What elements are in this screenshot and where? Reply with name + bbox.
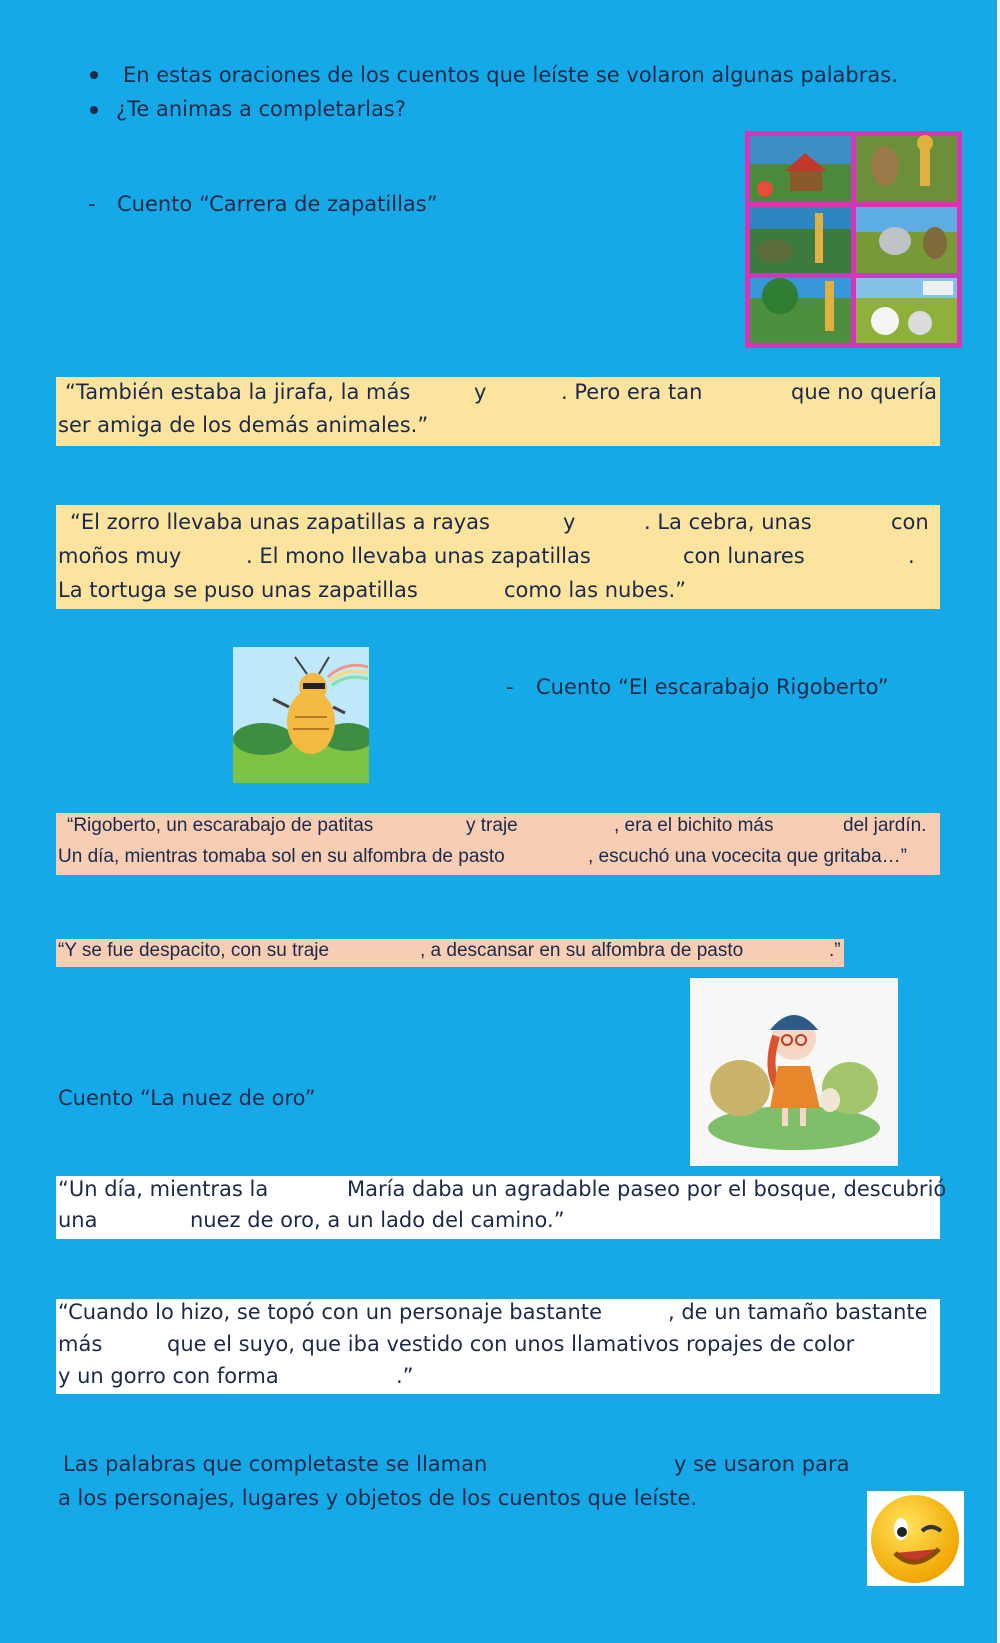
sentence-text: “Rigoberto, un escarabajo de patitas bbox=[67, 815, 374, 836]
sentence-text: .” bbox=[829, 940, 841, 961]
collage-icon bbox=[745, 131, 962, 348]
sentence-text: , escuchó una vocecita que gritaba…” bbox=[588, 846, 907, 867]
sentence-text: una bbox=[58, 1208, 98, 1232]
sentence-text: , a descansar en su alfombra de pasto bbox=[420, 940, 744, 961]
sentence-text: moños muy bbox=[58, 544, 182, 568]
sentence-text: “Un día, mientras la bbox=[58, 1177, 269, 1201]
sentence-text: más bbox=[58, 1332, 103, 1356]
sentence-text: con bbox=[891, 510, 929, 534]
wink-emoji-image bbox=[867, 1491, 964, 1586]
story-3-title: Cuento “La nuez de oro” bbox=[58, 1086, 316, 1110]
wink-emoji-icon bbox=[867, 1491, 964, 1586]
race-collage-image bbox=[745, 131, 962, 348]
sentence-box-jirafa bbox=[56, 377, 940, 446]
sentence-text: nuez de oro, a un lado del camino.” bbox=[190, 1208, 565, 1232]
story-1-title: Cuento “Carrera de zapatillas” bbox=[117, 192, 438, 216]
sentence-text: que no quería bbox=[791, 380, 937, 404]
story-1-dash: - bbox=[88, 192, 96, 216]
beetle-image bbox=[233, 647, 369, 783]
sentence-text: “Y se fue despacito, con su traje bbox=[58, 940, 330, 961]
sentence-text: que el suyo, que iba vestido con unos llamativos ropajes de color bbox=[167, 1332, 855, 1356]
sentence-text: y bbox=[474, 380, 487, 404]
sentence-text: y bbox=[563, 510, 576, 534]
sentence-box-zapatillas bbox=[56, 505, 940, 609]
beetle-icon bbox=[233, 647, 369, 783]
sentence-text: , de un tamaño bastante bbox=[668, 1300, 928, 1324]
sentence-text: Un día, mientras tomaba sol en su alfombra de pasto bbox=[58, 846, 505, 867]
sentence-text: y traje bbox=[466, 815, 518, 836]
sentence-text: La tortuga se puso unas zapatillas bbox=[58, 578, 418, 602]
sentence-box-personaje bbox=[56, 1299, 940, 1394]
sentence-text: “Cuando lo hizo, se topó con un personaje bastante bbox=[58, 1300, 602, 1324]
sentence-text: “El zorro llevaba unas zapatillas a rayas bbox=[70, 510, 490, 534]
sentence-box-despacito bbox=[56, 939, 844, 967]
sentence-text: con lunares bbox=[683, 544, 805, 568]
bullet-dot bbox=[90, 106, 98, 114]
intro-bullet-2: ¿Te animas a completarlas? bbox=[116, 97, 406, 121]
sentence-text: . La cebra, unas bbox=[644, 510, 812, 534]
sentence-text: , era el bichito más bbox=[614, 815, 774, 836]
sentence-text: . bbox=[908, 544, 915, 568]
closing-line-1a: Las palabras que completaste se llaman bbox=[63, 1452, 488, 1476]
closing-line-1b: y se usaron para bbox=[674, 1452, 850, 1476]
sentence-text: del jardín. bbox=[843, 815, 927, 836]
sentence-text: “También estaba la jirafa, la más bbox=[65, 380, 411, 404]
girl-image bbox=[690, 978, 898, 1166]
story-2-title: Cuento “El escarabajo Rigoberto” bbox=[536, 675, 889, 699]
sentence-text: ser amiga de los demás animales.” bbox=[58, 413, 429, 437]
sentence-text: . El mono llevaba unas zapatillas bbox=[246, 544, 591, 568]
sentence-box-rigoberto bbox=[56, 813, 940, 875]
sentence-box-nuez bbox=[56, 1176, 947, 1239]
sentence-text: y un gorro con forma bbox=[58, 1364, 279, 1388]
intro-bullet-1: En estas oraciones de los cuentos que leíste se volaron algunas palabras. bbox=[123, 63, 898, 87]
sentence-text: María daba un agradable paseo por el bosque, descubrió bbox=[347, 1177, 947, 1201]
girl-icon bbox=[690, 978, 898, 1166]
sentence-text: .” bbox=[396, 1364, 414, 1388]
closing-line-2: a los personajes, lugares y objetos de los cuentos que leíste. bbox=[58, 1486, 698, 1510]
sentence-text: como las nubes.” bbox=[504, 578, 687, 602]
bullet-dot bbox=[90, 71, 98, 79]
story-2-dash: - bbox=[506, 675, 514, 699]
sentence-text: . Pero era tan bbox=[561, 380, 703, 404]
